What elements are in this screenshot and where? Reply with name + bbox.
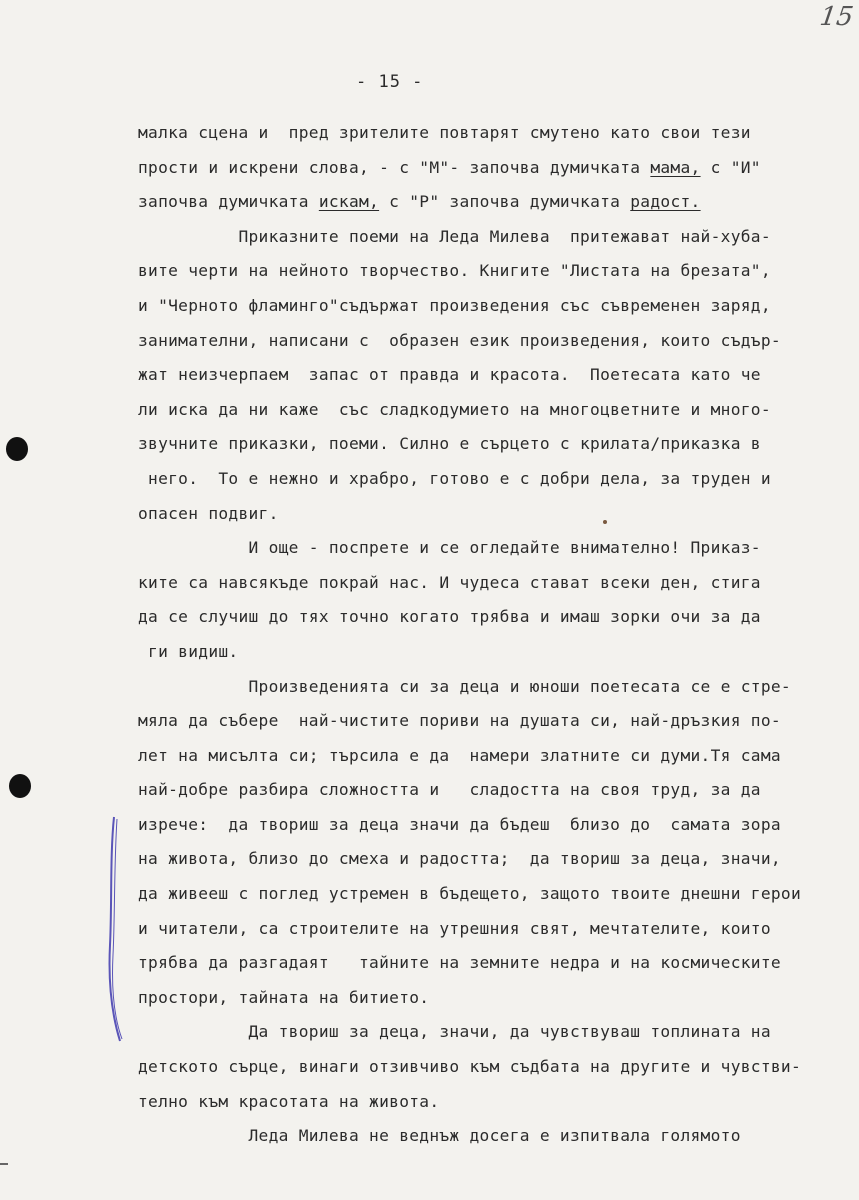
text-segment: и читатели, са строителите на утрешния свят, мечтателите, които xyxy=(138,918,771,938)
text-segment: ли иска да ни каже със сладкодумието на многоцветните и много- xyxy=(138,399,771,419)
text-line xyxy=(138,600,838,635)
text-line xyxy=(138,462,838,497)
text-segment: него. То е нежно и храбро, готово е с добри дела, за труден и xyxy=(138,468,771,488)
text-line xyxy=(138,981,838,1016)
text-segment: простори, тайната на битието. xyxy=(138,987,430,1007)
punch-hole-top xyxy=(6,437,28,461)
text-line xyxy=(138,1015,838,1050)
text-line xyxy=(138,358,838,393)
text-line xyxy=(138,427,838,462)
text-segment: Произведенията си за деца и юноши поетесата се е стре- xyxy=(138,676,791,696)
text-segment: да живееш с поглед устремен в бъдещето, защото твоите днешни герои xyxy=(138,884,802,904)
text-line xyxy=(138,739,838,774)
text-segment: жат неизчерпаем запас от правда и красота. Поетесата като че xyxy=(138,365,761,385)
text-line xyxy=(138,324,838,359)
punch-hole-bottom xyxy=(9,774,31,798)
text-line xyxy=(138,497,838,532)
text-segment: започва думичката xyxy=(138,192,319,212)
text-line xyxy=(138,566,838,601)
text-segment: лет на мисълта си; търсила е да намери златните си думи.Тя сама xyxy=(138,745,781,765)
text-segment: телно към красотата на живота. xyxy=(138,1091,440,1111)
text-line xyxy=(138,773,838,808)
text-segment: опасен подвиг. xyxy=(138,503,279,523)
handwritten-page-number: 15 xyxy=(817,2,856,32)
text-segment: най-добре разбира сложността и сладостта на своя труд, за да xyxy=(138,780,761,800)
text-segment: и "Черното фламинго"съдържат произведения със съвременен заряд, xyxy=(138,295,771,315)
edge-mark xyxy=(0,1163,8,1165)
text-segment: мяла да събере най-чистите пориви на душата си, най-дръзкия по- xyxy=(138,711,781,731)
text-line xyxy=(138,912,838,947)
page-body-text xyxy=(138,116,838,1154)
margin-pencil-line xyxy=(100,815,130,1045)
text-line xyxy=(138,842,838,877)
text-line xyxy=(138,946,838,981)
text-segment: трябва да разгадаят тайните на земните недра и на космическите xyxy=(138,953,781,973)
text-segment: И още - поспрете и се огледайте внимателно! Приказ- xyxy=(138,538,761,558)
text-line xyxy=(138,116,838,151)
text-line xyxy=(138,289,838,324)
text-segment: вите черти на нейното творчество. Книгите "Листата на брезата", xyxy=(138,261,771,281)
text-line xyxy=(138,393,838,428)
text-segment: прости и искрени слова, - с "М"- започва думичката xyxy=(138,157,651,177)
text-segment: с "Р" започва думичката xyxy=(379,192,631,212)
text-segment: Леда Милева не веднъж досега е изпитвала голямото xyxy=(138,1126,741,1146)
text-line xyxy=(138,1119,838,1154)
text-line xyxy=(138,670,838,705)
text-segment: Приказните поеми на Леда Милева притежават най-хуба- xyxy=(138,226,771,246)
text-line xyxy=(138,531,838,566)
underlined-word: мама, xyxy=(650,157,701,177)
text-line xyxy=(138,704,838,739)
text-segment: ги видиш. xyxy=(138,641,239,661)
text-segment: детското сърце, винаги отзивчиво към съдбата на другите и чувстви- xyxy=(138,1057,802,1077)
text-line xyxy=(138,254,838,289)
text-segment: звучните приказки, поеми. Силно е сърцето с крилата/приказка в xyxy=(138,434,761,454)
text-segment: Да твориш за деца, значи, да чувствуваш топлината на xyxy=(138,1022,771,1042)
text-line xyxy=(138,635,838,670)
underlined-word: искам, xyxy=(318,192,380,212)
text-line xyxy=(138,1050,838,1085)
text-line xyxy=(138,1085,838,1120)
text-segment: да се случиш до тях точно когато трябва и имаш зорки очи за да xyxy=(138,607,761,627)
text-segment: ките са навсякъде покрай нас. И чудеса стават всеки ден, стига xyxy=(138,572,761,592)
text-line xyxy=(138,151,838,186)
page-number: - 15 - xyxy=(356,72,424,92)
text-segment: с "И" xyxy=(700,157,761,177)
text-line xyxy=(138,185,838,220)
text-segment: на живота, близо до смеха и радостта; да твориш за деца, значи, xyxy=(138,849,781,869)
text-segment: изрече: да твориш за деца значи да бъдеш близо до самата зора xyxy=(138,814,781,834)
text-line xyxy=(138,808,838,843)
text-line xyxy=(138,220,838,255)
underlined-word: радост. xyxy=(630,192,701,212)
text-segment: занимателни, написани с образен език произведения, които съдър- xyxy=(138,330,781,350)
text-line xyxy=(138,877,838,912)
text-segment: малка сцена и пред зрителите повтарят смутено като свои тези xyxy=(138,123,751,142)
